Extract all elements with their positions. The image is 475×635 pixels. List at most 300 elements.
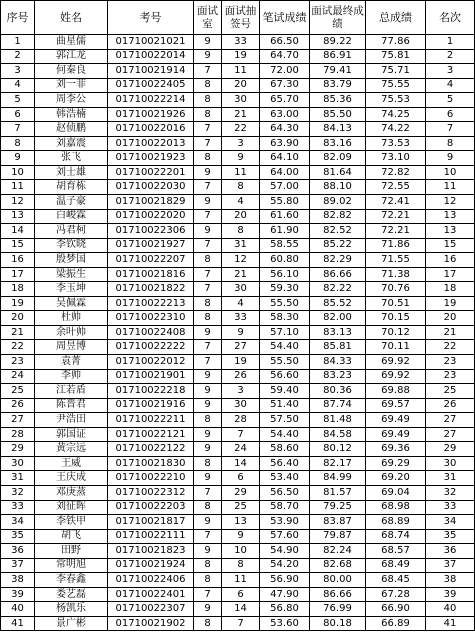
cell-total-score: 69.49 — [366, 427, 426, 442]
cell-written-score: 56.60 — [260, 369, 310, 384]
table-row — [1, 442, 475, 457]
cell-name: 张飞 — [35, 151, 108, 166]
cell-total-score: 70.51 — [366, 296, 426, 311]
header-index: 序号 — [1, 1, 35, 35]
cell-room: 8 — [194, 616, 222, 631]
cell-name: 景广彬 — [35, 616, 108, 631]
cell-total-score: 73.10 — [366, 151, 426, 166]
cell-interview-score: 85.50 — [310, 107, 366, 122]
cell-draw-number: 19 — [222, 355, 260, 370]
cell-total-score: 69.29 — [366, 456, 426, 471]
cell-exam-number: 01710022207 — [108, 253, 194, 268]
cell-interview-score: 87.74 — [310, 398, 366, 413]
table-row — [1, 35, 475, 50]
cell-rank: 2 — [426, 49, 475, 64]
cell-index: 17 — [1, 267, 35, 282]
cell-total-score: 69.49 — [366, 413, 426, 428]
cell-room: 9 — [194, 224, 222, 239]
cell-interview-score: 85.81 — [310, 340, 366, 355]
cell-exam-number: 01710022222 — [108, 340, 194, 355]
cell-rank: 33 — [426, 500, 475, 515]
cell-rank: 27 — [426, 427, 475, 442]
cell-interview-score: 83.16 — [310, 136, 366, 151]
cell-rank: 5 — [426, 93, 475, 108]
cell-room: 9 — [194, 35, 222, 50]
cell-room: 8 — [194, 253, 222, 268]
cell-written-score: 56.40 — [260, 456, 310, 471]
cell-written-score: 64.00 — [260, 165, 310, 180]
cell-exam-number: 01710021916 — [108, 398, 194, 413]
cell-name: 杨凯乐 — [35, 602, 108, 617]
cell-room: 8 — [194, 573, 222, 588]
cell-total-score: 75.71 — [366, 64, 426, 79]
cell-written-score: 54.40 — [260, 340, 310, 355]
cell-name: 郭国证 — [35, 427, 108, 442]
cell-written-score: 53.60 — [260, 616, 310, 631]
header-exam-number: 考号 — [108, 1, 194, 35]
cell-written-score: 61.60 — [260, 209, 310, 224]
cell-index: 24 — [1, 369, 35, 384]
cell-room: 9 — [194, 325, 222, 340]
cell-name: 李钦晓 — [35, 238, 108, 253]
cell-total-score: 75.53 — [366, 93, 426, 108]
cell-exam-number: 01710021901 — [108, 369, 194, 384]
cell-written-score: 58.30 — [260, 311, 310, 326]
cell-index: 22 — [1, 340, 35, 355]
cell-name: 冯君柯 — [35, 224, 108, 239]
cell-draw-number: 13 — [222, 515, 260, 530]
cell-rank: 12 — [426, 195, 475, 210]
cell-index: 7 — [1, 122, 35, 137]
cell-interview-score: 86.91 — [310, 49, 366, 64]
cell-room: 9 — [194, 471, 222, 486]
cell-room: 9 — [194, 369, 222, 384]
cell-name: 王威 — [35, 456, 108, 471]
cell-total-score: 68.45 — [366, 573, 426, 588]
cell-index: 19 — [1, 296, 35, 311]
cell-index: 6 — [1, 107, 35, 122]
cell-rank: 13 — [426, 209, 475, 224]
cell-written-score: 57.60 — [260, 529, 310, 544]
cell-index: 15 — [1, 238, 35, 253]
cell-written-score: 60.80 — [260, 253, 310, 268]
cell-draw-number: 27 — [222, 340, 260, 355]
cell-index: 20 — [1, 311, 35, 326]
cell-total-score: 66.90 — [366, 602, 426, 617]
cell-written-score: 47.90 — [260, 587, 310, 602]
table-row — [1, 500, 475, 515]
cell-name: 李帅 — [35, 369, 108, 384]
cell-name: 田野 — [35, 544, 108, 559]
cell-rank: 13 — [426, 224, 475, 239]
header-interview-room: 面试室 — [194, 1, 222, 35]
cell-index: 26 — [1, 398, 35, 413]
cell-draw-number: 4 — [222, 296, 260, 311]
cell-name: 曲星儒 — [35, 35, 108, 50]
cell-rank: 15 — [426, 238, 475, 253]
cell-room: 9 — [194, 427, 222, 442]
cell-interview-score: 79.25 — [310, 500, 366, 515]
cell-index: 38 — [1, 573, 35, 588]
cell-room: 8 — [194, 558, 222, 573]
cell-index: 4 — [1, 78, 35, 93]
cell-total-score: 72.21 — [366, 209, 426, 224]
cell-rank: 9 — [426, 151, 475, 166]
cell-room: 7 — [194, 238, 222, 253]
header-row — [1, 1, 475, 35]
table-row — [1, 238, 475, 253]
cell-draw-number: 31 — [222, 238, 260, 253]
cell-draw-number: 8 — [222, 180, 260, 195]
cell-interview-score: 86.66 — [310, 587, 366, 602]
cell-total-score: 69.36 — [366, 442, 426, 457]
table-row — [1, 224, 475, 239]
cell-room: 7 — [194, 340, 222, 355]
cell-total-score: 68.98 — [366, 500, 426, 515]
cell-index: 12 — [1, 195, 35, 210]
cell-name: 袁菁 — [35, 355, 108, 370]
cell-draw-number: 3 — [222, 384, 260, 399]
cell-rank: 39 — [426, 587, 475, 602]
cell-interview-score: 83.79 — [310, 78, 366, 93]
cell-exam-number: 01710022121 — [108, 427, 194, 442]
cell-total-score: 71.55 — [366, 253, 426, 268]
cell-name: 白峻霖 — [35, 209, 108, 224]
cell-written-score: 64.70 — [260, 49, 310, 64]
cell-interview-score: 82.22 — [310, 282, 366, 297]
cell-interview-score: 83.23 — [310, 369, 366, 384]
table-row — [1, 136, 475, 151]
cell-exam-number: 01710022213 — [108, 296, 194, 311]
cell-exam-number: 01710022012 — [108, 355, 194, 370]
cell-name: 陈晋君 — [35, 398, 108, 413]
cell-interview-score: 79.41 — [310, 64, 366, 79]
cell-written-score: 54.20 — [260, 558, 310, 573]
cell-interview-score: 82.00 — [310, 311, 366, 326]
cell-rank: 29 — [426, 442, 475, 457]
table-row — [1, 209, 475, 224]
cell-exam-number: 01710021829 — [108, 195, 194, 210]
header-rank: 名次 — [426, 1, 475, 35]
table-row — [1, 165, 475, 180]
cell-room: 8 — [194, 500, 222, 515]
cell-draw-number: 30 — [222, 93, 260, 108]
cell-draw-number: 6 — [222, 587, 260, 602]
cell-name: 刘嘉震 — [35, 136, 108, 151]
cell-name: 王庆成 — [35, 471, 108, 486]
cell-written-score: 54.90 — [260, 544, 310, 559]
cell-name: 杜帅 — [35, 311, 108, 326]
cell-draw-number: 10 — [222, 544, 260, 559]
cell-interview-score: 85.52 — [310, 296, 366, 311]
cell-name: 周李公 — [35, 93, 108, 108]
table-body — [1, 35, 475, 631]
cell-rank: 25 — [426, 384, 475, 399]
table-row — [1, 122, 475, 137]
cell-rank: 36 — [426, 544, 475, 559]
cell-exam-number: 01710021817 — [108, 515, 194, 530]
cell-draw-number: 29 — [222, 485, 260, 500]
cell-draw-number: 11 — [222, 573, 260, 588]
cell-index: 36 — [1, 544, 35, 559]
cell-total-score: 74.25 — [366, 107, 426, 122]
cell-index: 40 — [1, 602, 35, 617]
cell-rank: 7 — [426, 122, 475, 137]
cell-rank: 31 — [426, 471, 475, 486]
table-row — [1, 78, 475, 93]
cell-rank: 37 — [426, 558, 475, 573]
table-row — [1, 253, 475, 268]
cell-total-score: 68.74 — [366, 529, 426, 544]
table-row — [1, 49, 475, 64]
cell-written-score: 61.90 — [260, 224, 310, 239]
cell-exam-number: 01710021924 — [108, 558, 194, 573]
table-row — [1, 485, 475, 500]
cell-draw-number: 4 — [222, 195, 260, 210]
cell-rank: 17 — [426, 267, 475, 282]
cell-index: 28 — [1, 427, 35, 442]
cell-index: 5 — [1, 93, 35, 108]
table-row — [1, 573, 475, 588]
cell-draw-number: 9 — [222, 529, 260, 544]
cell-interview-score: 82.68 — [310, 558, 366, 573]
cell-total-score: 72.41 — [366, 195, 426, 210]
cell-exam-number: 01710022218 — [108, 384, 194, 399]
cell-written-score: 65.70 — [260, 93, 310, 108]
cell-written-score: 64.30 — [260, 122, 310, 137]
cell-name: 赵侦鹏 — [35, 122, 108, 137]
cell-room: 9 — [194, 165, 222, 180]
cell-total-score: 77.86 — [366, 35, 426, 50]
cell-draw-number: 20 — [222, 78, 260, 93]
header-total-score: 总成绩 — [366, 1, 426, 35]
cell-room: 9 — [194, 49, 222, 64]
cell-interview-score: 85.22 — [310, 238, 366, 253]
cell-index: 18 — [1, 282, 35, 297]
cell-room: 7 — [194, 209, 222, 224]
cell-rank: 32 — [426, 485, 475, 500]
cell-total-score: 72.82 — [366, 165, 426, 180]
cell-exam-number: 01710021830 — [108, 456, 194, 471]
cell-index: 14 — [1, 224, 35, 239]
cell-name: 李铁甲 — [35, 515, 108, 530]
cell-draw-number: 12 — [222, 253, 260, 268]
cell-rank: 34 — [426, 515, 475, 530]
cell-draw-number: 24 — [222, 442, 260, 457]
table-row — [1, 64, 475, 79]
table-row — [1, 515, 475, 530]
cell-total-score: 69.92 — [366, 355, 426, 370]
cell-name: 江若盾 — [35, 384, 108, 399]
cell-index: 37 — [1, 558, 35, 573]
cell-written-score: 57.00 — [260, 180, 310, 195]
cell-exam-number: 01710022307 — [108, 602, 194, 617]
cell-interview-score: 80.18 — [310, 616, 366, 631]
cell-index: 41 — [1, 616, 35, 631]
cell-room: 9 — [194, 442, 222, 457]
cell-total-score: 70.15 — [366, 311, 426, 326]
cell-room: 7 — [194, 529, 222, 544]
cell-interview-score: 81.57 — [310, 485, 366, 500]
cell-exam-number: 01710022310 — [108, 311, 194, 326]
cell-name: 余叶帅 — [35, 325, 108, 340]
cell-total-score: 72.55 — [366, 180, 426, 195]
cell-written-score: 56.80 — [260, 602, 310, 617]
cell-draw-number: 21 — [222, 107, 260, 122]
cell-index: 34 — [1, 515, 35, 530]
cell-room: 9 — [194, 398, 222, 413]
cell-draw-number: 11 — [222, 64, 260, 79]
cell-written-score: 53.90 — [260, 515, 310, 530]
cell-written-score: 59.40 — [260, 384, 310, 399]
table-row — [1, 195, 475, 210]
cell-total-score: 71.38 — [366, 267, 426, 282]
cell-exam-number: 01710022408 — [108, 325, 194, 340]
cell-room: 9 — [194, 515, 222, 530]
cell-rank: 1 — [426, 35, 475, 50]
cell-exam-number: 01710022312 — [108, 485, 194, 500]
cell-exam-number: 01710022214 — [108, 93, 194, 108]
cell-name: 李春鑫 — [35, 573, 108, 588]
table-row — [1, 282, 475, 297]
cell-index: 32 — [1, 485, 35, 500]
cell-rank: 23 — [426, 369, 475, 384]
cell-room: 7 — [194, 64, 222, 79]
cell-total-score: 74.22 — [366, 122, 426, 137]
cell-room: 9 — [194, 544, 222, 559]
cell-interview-score: 83.13 — [310, 325, 366, 340]
cell-exam-number: 01710021823 — [108, 544, 194, 559]
table-row — [1, 325, 475, 340]
cell-index: 31 — [1, 471, 35, 486]
cell-total-score: 75.81 — [366, 49, 426, 64]
cell-interview-score: 81.48 — [310, 413, 366, 428]
cell-interview-score: 82.82 — [310, 209, 366, 224]
cell-interview-score: 86.66 — [310, 267, 366, 282]
cell-name: 梁振生 — [35, 267, 108, 282]
cell-rank: 10 — [426, 165, 475, 180]
cell-name: 胡飞 — [35, 529, 108, 544]
cell-exam-number: 01710022210 — [108, 471, 194, 486]
cell-total-score: 71.86 — [366, 238, 426, 253]
table-row — [1, 398, 475, 413]
cell-name: 韩浩楠 — [35, 107, 108, 122]
table-row — [1, 471, 475, 486]
cell-interview-score: 80.00 — [310, 573, 366, 588]
cell-draw-number: 7 — [222, 616, 260, 631]
cell-name: 刘征晖 — [35, 500, 108, 515]
cell-rank: 35 — [426, 529, 475, 544]
table-row — [1, 413, 475, 428]
cell-interview-score: 89.22 — [310, 35, 366, 50]
table-row — [1, 602, 475, 617]
cell-rank: 16 — [426, 253, 475, 268]
cell-name: 黄宗远 — [35, 442, 108, 457]
cell-index: 23 — [1, 355, 35, 370]
cell-rank: 3 — [426, 64, 475, 79]
table-row — [1, 340, 475, 355]
cell-draw-number: 6 — [222, 471, 260, 486]
cell-interview-score: 84.13 — [310, 122, 366, 137]
cell-draw-number: 8 — [222, 224, 260, 239]
cell-draw-number: 3 — [222, 136, 260, 151]
cell-written-score: 57.10 — [260, 325, 310, 340]
cell-interview-score: 82.52 — [310, 224, 366, 239]
cell-name: 何秦良 — [35, 64, 108, 79]
cell-total-score: 72.21 — [366, 224, 426, 239]
cell-written-score: 57.50 — [260, 413, 310, 428]
cell-room: 7 — [194, 485, 222, 500]
table-row — [1, 107, 475, 122]
cell-exam-number: 01710022201 — [108, 165, 194, 180]
cell-written-score: 56.50 — [260, 485, 310, 500]
cell-interview-score: 82.17 — [310, 456, 366, 471]
cell-interview-score: 76.99 — [310, 602, 366, 617]
table-row — [1, 456, 475, 471]
cell-name: 娄艺磊 — [35, 587, 108, 602]
cell-exam-number: 01710022405 — [108, 78, 194, 93]
cell-exam-number: 01710021926 — [108, 107, 194, 122]
cell-room: 7 — [194, 282, 222, 297]
cell-total-score: 68.57 — [366, 544, 426, 559]
cell-rank: 38 — [426, 573, 475, 588]
cell-interview-score: 84.33 — [310, 355, 366, 370]
cell-written-score: 55.50 — [260, 355, 310, 370]
table-row — [1, 311, 475, 326]
cell-written-score: 72.00 — [260, 64, 310, 79]
cell-total-score: 73.53 — [366, 136, 426, 151]
cell-name: 刘士雄 — [35, 165, 108, 180]
cell-draw-number: 22 — [222, 122, 260, 137]
cell-room: 7 — [194, 136, 222, 151]
cell-total-score: 68.49 — [366, 558, 426, 573]
cell-index: 9 — [1, 151, 35, 166]
cell-index: 13 — [1, 209, 35, 224]
cell-room: 8 — [194, 456, 222, 471]
cell-rank: 18 — [426, 282, 475, 297]
table-row — [1, 427, 475, 442]
cell-exam-number: 01710022211 — [108, 413, 194, 428]
cell-exam-number: 01710022406 — [108, 573, 194, 588]
cell-room: 8 — [194, 93, 222, 108]
cell-total-score: 70.11 — [366, 340, 426, 355]
cell-rank: 40 — [426, 602, 475, 617]
cell-written-score: 58.70 — [260, 500, 310, 515]
cell-index: 1 — [1, 35, 35, 50]
table-row — [1, 93, 475, 108]
cell-total-score: 69.88 — [366, 384, 426, 399]
cell-written-score: 58.60 — [260, 442, 310, 457]
cell-total-score: 67.28 — [366, 587, 426, 602]
cell-exam-number: 01710022013 — [108, 136, 194, 151]
cell-index: 11 — [1, 180, 35, 195]
cell-interview-score: 79.87 — [310, 529, 366, 544]
cell-total-score: 69.57 — [366, 398, 426, 413]
table-row — [1, 267, 475, 282]
cell-total-score: 68.89 — [366, 515, 426, 530]
cell-room: 8 — [194, 296, 222, 311]
cell-index: 21 — [1, 325, 35, 340]
cell-total-score: 66.89 — [366, 616, 426, 631]
cell-exam-number: 01710021816 — [108, 267, 194, 282]
cell-room: 8 — [194, 413, 222, 428]
cell-draw-number: 8 — [222, 558, 260, 573]
cell-draw-number: 21 — [222, 267, 260, 282]
cell-name: 吴佩霖 — [35, 296, 108, 311]
cell-index: 8 — [1, 136, 35, 151]
cell-written-score: 51.40 — [260, 398, 310, 413]
cell-rank: 41 — [426, 616, 475, 631]
